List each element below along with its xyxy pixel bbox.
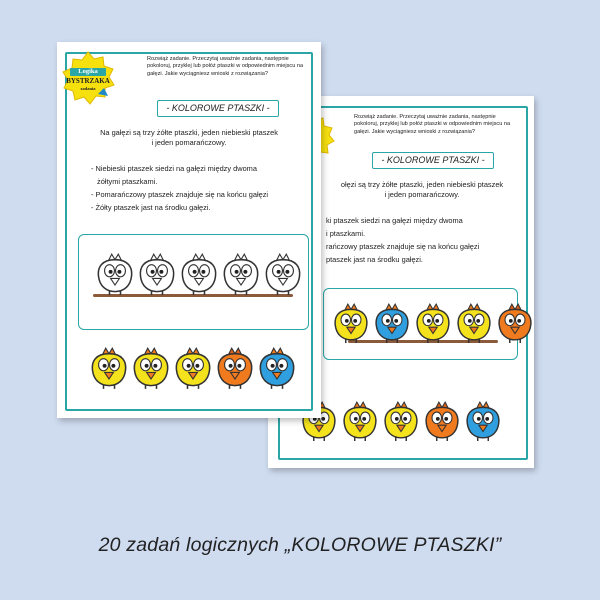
badge-line-1: Logika	[78, 68, 98, 75]
rule-1: - Niebieski ptaszek siedzi na gałęzi między dwoma	[91, 164, 257, 173]
rule-3: - Pomarańczowy ptaszek znajduje się na końcu gałęzi	[91, 190, 269, 199]
instructions: Rozwiąż zadanie. Przeczytaj uważnie zadania, następnie pokoloruj, przyklej lub połóż ptaszki w odpowiednim miejscu na gałęzi. Jakie wyciągniesz wnioski z rozwiązania?	[147, 56, 304, 77]
blue-bird-icon	[371, 302, 413, 349]
yellow-bird-icon	[380, 400, 422, 447]
yellow-bird-icon	[330, 302, 372, 349]
orange-bird-icon	[213, 346, 257, 395]
intro-back-line-2: i jeden pomarańczowy.	[384, 189, 460, 199]
badge-line-3: zadania	[80, 86, 96, 91]
rule-4: - Żółty ptaszek jast na środku gałęzi.	[91, 203, 211, 212]
intro-back	[322, 180, 522, 200]
yellow-bird-icon	[129, 346, 173, 395]
uncolored-bird-icon	[135, 252, 179, 301]
rules	[91, 162, 268, 214]
uncolored-bird-icon	[219, 252, 263, 301]
intro-line-1: Na gałęzi są trzy żółte ptaszki, jeden niebieski ptaszek	[100, 128, 278, 137]
intro-line-2: i jeden pomarańczowy.	[151, 137, 227, 147]
yellow-bird-icon	[339, 400, 381, 447]
blue-bird-icon	[255, 346, 299, 395]
rule-2: żółtymi ptaszkami.	[97, 177, 158, 186]
rule-back-2: i ptaszkami.	[326, 229, 366, 238]
blue-bird-icon	[462, 400, 504, 447]
yellow-bird-icon	[453, 302, 495, 349]
uncolored-bird-icon	[93, 252, 137, 301]
rule-back-3: rańczowy ptaszek znajduje się na końcu gałęzi	[326, 242, 480, 251]
rule-back-4: ptaszek jast na środku gałęzi.	[326, 255, 423, 264]
product-caption: 20 zadań logicznych „KOLOROWE PTASZKI”	[98, 534, 502, 556]
rule-back-1: ki ptaszek siedzi na gałęzi między dwoma	[326, 216, 463, 225]
yellow-bird-icon	[171, 346, 215, 395]
intro-back-line-1: ołęzi są trzy żółte ptaszki, jeden niebieski ptaszek	[340, 180, 504, 189]
yellow-bird-icon	[412, 302, 454, 349]
uncolored-bird-icon	[177, 252, 221, 301]
rules-back	[326, 214, 479, 266]
worksheet-title-back: - KOLOROWE PTASZKI -	[372, 152, 494, 169]
yellow-bird-icon	[87, 346, 131, 395]
orange-bird-icon	[421, 400, 463, 447]
badge-line-2: BYSTRZAKA	[66, 77, 110, 85]
uncolored-bird-icon	[261, 252, 305, 301]
logic-badge	[60, 50, 116, 106]
intro	[77, 128, 301, 148]
instructions-back: Rozwiąż zadanie. Przeczytaj uważnie zadania, następnie pokoloruj, przyklej lub połóż ptaszki w odpowiednim miejscu na gałęzi. Jakie wyciągniesz wnioski z rozwiązania?	[354, 114, 511, 135]
worksheet-front	[57, 42, 321, 418]
orange-bird-icon	[494, 302, 536, 349]
worksheet-title: - KOLOROWE PTASZKI -	[157, 100, 279, 117]
